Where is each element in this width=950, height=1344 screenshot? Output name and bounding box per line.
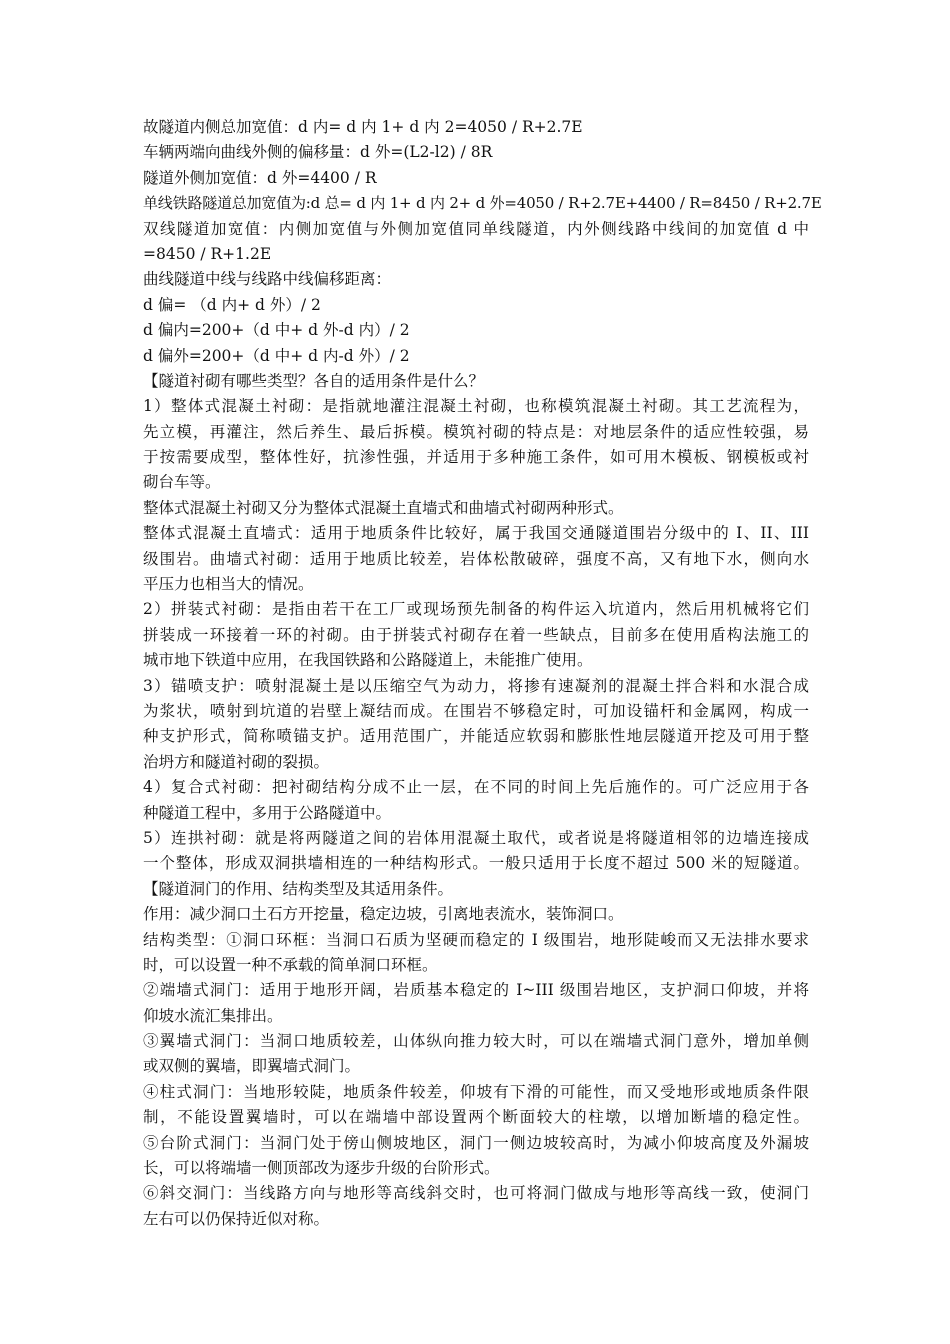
text-line: 种支护形式，简称喷锚支护。适用范围广，并能适应软弱和膨胀性地层隧道开挖及可用于整	[143, 727, 809, 746]
text-line: 车辆两端向曲线外侧的偏移量：d 外=(L2-l2) / 8R	[143, 143, 493, 162]
section-heading: 【隧道衬砌有哪些类型？各自的适用条件是什么？	[143, 371, 485, 390]
text-line: d 偏外=200+（d 中+ d 内-d 外）/ 2	[143, 346, 410, 365]
text-line: 或双侧的翼墙，即翼墙式洞门。	[143, 1057, 361, 1076]
text-line: 平压力也相当大的情况。	[143, 575, 314, 594]
text-line: 为浆状，喷射到坑道的岩壁上凝结而成。在围岩不够稳定时，可加设锚杆和金属网，构成一	[143, 701, 809, 720]
text-line: ③翼墙式洞门：当洞口地质较差，山体纵向推力较大时，可以在端墙式洞门意外，增加单侧	[143, 1032, 809, 1051]
text-line: 一个整体，形成双洞拱墙相连的一种结构形式。一般只适用于长度不超过 500 米的短隧道。	[143, 854, 809, 873]
text-line: 4）复合式衬砌：把衬砌结构分成不止一层，在不同的时间上先后施作的。可广泛应用于各	[143, 778, 809, 797]
text-line: 结构类型：①洞口环框：当洞口石质为坚硬而稳定的 I 级围岩，地形陡峻而又无法排水要求	[143, 930, 809, 949]
text-line: 1）整体式混凝土衬砌：是指就地灌注混凝土衬砌，也称模筑混凝土衬砌。其工艺流程为，	[143, 397, 809, 416]
text-line: ②端墙式洞门：适用于地形开阔，岩质基本稳定的 I~III 级围岩地区，支护洞口仰坡，并将	[143, 981, 809, 1000]
text-line: ⑥斜交洞门：当线路方向与地形等高线斜交时，也可将洞门做成与地形等高线一致，使洞门	[143, 1184, 809, 1203]
text-line: 治坍方和隧道衬砌的裂损。	[143, 752, 330, 771]
text-line: ④柱式洞门：当地形较陡，地质条件较差，仰坡有下滑的可能性，而又受地形或地质条件限	[143, 1082, 809, 1101]
text-line: 时，可以设置一种不承载的简单洞口环框。	[143, 955, 438, 974]
text-line: 先立模，再灌注，然后养生、最后拆模。模筑衬砌的特点是：对地层条件的适应性较强，易	[143, 422, 809, 441]
text-line: 级围岩。曲墙式衬砌：适用于地质比较差，岩体松散破碎，强度不高，又有地下水，侧向水	[143, 549, 809, 568]
text-line: 种隧道工程中，多用于公路隧道中。	[143, 803, 392, 822]
text-line: d 偏内=200+（d 中+ d 外-d 内）/ 2	[143, 321, 410, 340]
text-line: 于按需要成型，整体性好，抗渗性强，并适用于多种施工条件，如可用木模板、钢模板或衬	[143, 448, 809, 467]
text-line: 曲线隧道中线与线路中线偏移距离：	[143, 270, 392, 289]
text-line: d 偏= （d 内+ d 外）/ 2	[143, 295, 321, 314]
text-line: 整体式混凝土衬砌又分为整体式混凝土直墙式和曲墙式衬砌两种形式。	[143, 498, 624, 517]
text-line: 仰坡水流汇集排出。	[143, 1006, 283, 1025]
text-line: 3）锚喷支护：喷射混凝土是以压缩空气为动力，将掺有速凝剂的混凝土拌合料和水混合成	[143, 676, 809, 695]
text-line: ⑤台阶式洞门：当洞门处于傍山侧坡地区，洞门一侧边坡较高时，为减小仰坡高度及外漏坡	[143, 1133, 809, 1152]
text-line: 左右可以仍保持近似对称。	[143, 1209, 330, 1228]
text-line: 故隧道内侧总加宽值：d 内= d 内 1+ d 内 2=4050 / R+2.7E	[143, 118, 583, 136]
text-line: 制，不能设置翼墙时，可以在端墙中部设置两个断面较大的柱墩，以增加断墙的稳定性。	[143, 1108, 809, 1127]
text-line: 作用：减少洞口土石方开挖量，稳定边坡，引离地表流水，装饰洞口。	[143, 905, 624, 924]
text-line: 城市地下铁道中应用，在我国铁路和公路隧道上，未能推广使用。	[143, 651, 593, 670]
document-page	[143, 115, 822, 1232]
text-line: 整体式混凝土直墙式：适用于地质条件比较好，属于我国交通隧道围岩分级中的 I、II、III	[143, 524, 809, 543]
section-heading: 【隧道洞门的作用、结构类型及其适用条件。	[143, 879, 454, 898]
text-line: 隧道外侧加宽值：d 外=4400 / R	[143, 168, 377, 187]
text-line: 5）连拱衬砌：就是将两隧道之间的岩体用混凝土取代，或者说是将隧道相邻的边墙连接成	[143, 828, 809, 847]
text-line: 长，可以将端墙一侧顶部改为逐步升级的台阶形式。	[143, 1159, 500, 1178]
text-line: 砌台车等。	[143, 473, 221, 492]
text-line: 单线铁路隧道总加宽值为:d 总= d 内 1+ d 内 2+ d 外=4050 / R+2.7E+4400 / R=8450 / R+2.7E	[143, 194, 822, 213]
text-line: 2）拼装式衬砌：是指由若干在工厂或现场预先制备的构件运入坑道内，然后用机械将它们	[143, 600, 809, 619]
text-line: 拼装成一环接着一环的衬砌。由于拼装式衬砌存在着一些缺点，目前多在使用盾构法施工的	[143, 625, 809, 644]
text-line: 双线隧道加宽值：内侧加宽值与外侧加宽值同单线隧道，内外侧线路中线间的加宽值 d 中	[143, 219, 809, 238]
text-line: =8450 / R+1.2E	[143, 244, 272, 263]
